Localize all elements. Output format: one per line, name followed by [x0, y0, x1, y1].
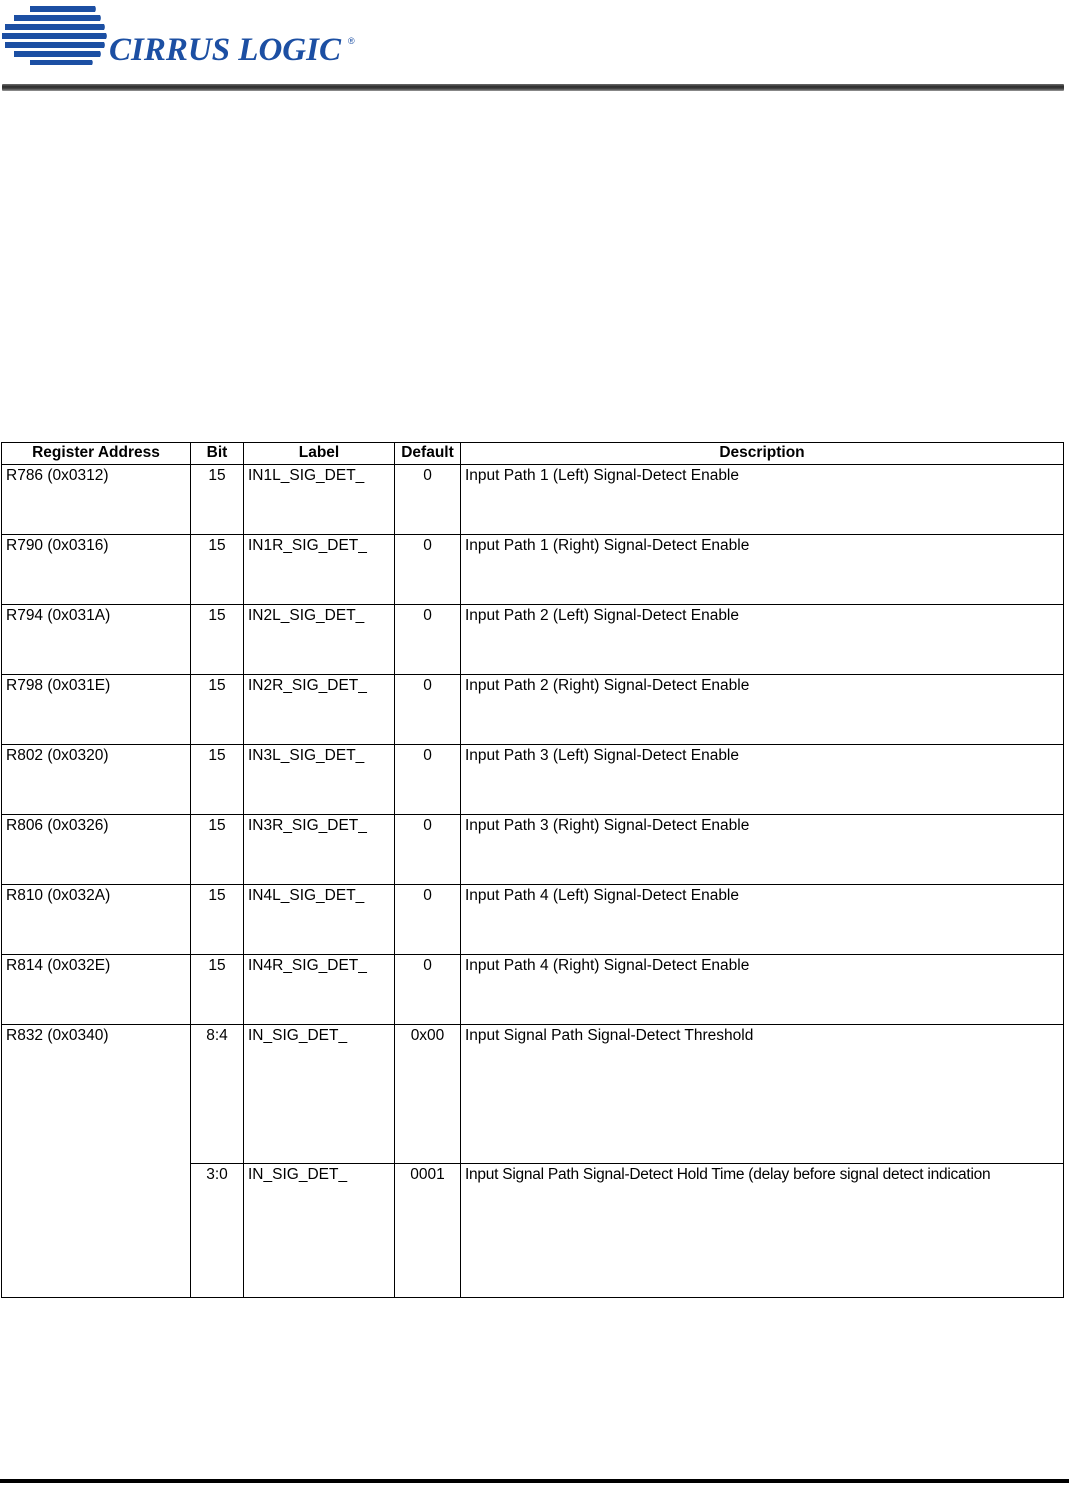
register-address-cell: R798 (0x031E) [2, 675, 191, 745]
bit-cell: 15 [191, 745, 244, 815]
default-cell: 0 [395, 675, 461, 745]
bit-cell: 15 [191, 675, 244, 745]
register-address-cell: R814 (0x032E) [2, 955, 191, 1025]
register-address-cell: R794 (0x031A) [2, 605, 191, 675]
bit-cell: 15 [191, 885, 244, 955]
default-cell: 0 [395, 955, 461, 1025]
label-cell: IN1R_SIG_DET_ [244, 535, 395, 605]
table-row [2, 535, 1064, 605]
bit-cell: 15 [191, 955, 244, 1025]
default-cell: 0 [395, 745, 461, 815]
default-cell: 0001 [395, 1164, 461, 1298]
default-cell: 0 [395, 605, 461, 675]
label-cell: IN2R_SIG_DET_ [244, 675, 395, 745]
label-cell: IN1L_SIG_DET_ [244, 465, 395, 535]
register-address-cell: R806 (0x0326) [2, 815, 191, 885]
register-address-cell: R810 (0x032A) [2, 885, 191, 955]
table-row [2, 675, 1064, 745]
label-cell: IN4L_SIG_DET_ [244, 885, 395, 955]
default-cell: 0 [395, 535, 461, 605]
register-address-cell: R802 (0x0320) [2, 745, 191, 815]
description-cell: Input Path 3 (Left) Signal-Detect Enable [461, 745, 1064, 815]
table-row [2, 885, 1064, 955]
register-table [1, 442, 1064, 1298]
column-header-default: Default [395, 443, 461, 465]
bit-cell: 15 [191, 465, 244, 535]
label-cell: IN3R_SIG_DET_ [244, 815, 395, 885]
label-cell: IN_SIG_DET_ [244, 1025, 395, 1164]
svg-text:CIRRUS LOGIC: CIRRUS LOGIC [109, 32, 341, 68]
table-row [2, 815, 1064, 885]
table-row [2, 745, 1064, 815]
bit-cell: 15 [191, 815, 244, 885]
bit-cell: 15 [191, 535, 244, 605]
cirrus-logic-logo [0, 0, 360, 70]
bit-cell: 15 [191, 605, 244, 675]
label-cell: IN_SIG_DET_ [244, 1164, 395, 1298]
table-row [2, 955, 1064, 1025]
table-row [2, 1025, 1064, 1164]
table-row [2, 465, 1064, 535]
description-cell: Input Signal Path Signal-Detect Hold Time (delay before signal detect indication [461, 1164, 1064, 1298]
column-header-description: Description [461, 443, 1064, 465]
description-cell: Input Path 1 (Right) Signal-Detect Enable [461, 535, 1064, 605]
description-cell: Input Path 2 (Left) Signal-Detect Enable [461, 605, 1064, 675]
label-cell: IN4R_SIG_DET_ [244, 955, 395, 1025]
description-cell: Input Path 1 (Left) Signal-Detect Enable [461, 465, 1064, 535]
column-header-bit: Bit [191, 443, 244, 465]
description-cell: Input Path 3 (Right) Signal-Detect Enable [461, 815, 1064, 885]
label-cell: IN3L_SIG_DET_ [244, 745, 395, 815]
bit-cell: 8:4 [191, 1025, 244, 1164]
default-cell: 0x00 [395, 1025, 461, 1164]
column-header-label: Label [244, 443, 395, 465]
description-cell: Input Signal Path Signal-Detect Threshold [461, 1025, 1064, 1164]
register-address-cell: R786 (0x0312) [2, 465, 191, 535]
table-header-row [2, 443, 1064, 465]
register-address-cell: R790 (0x0316) [2, 535, 191, 605]
svg-text:®: ® [348, 36, 355, 46]
default-cell: 0 [395, 815, 461, 885]
table-row [2, 605, 1064, 675]
header-divider [2, 84, 1064, 91]
description-cell: Input Path 2 (Right) Signal-Detect Enable [461, 675, 1064, 745]
bit-cell: 3:0 [191, 1164, 244, 1298]
footer-divider [0, 1479, 1069, 1483]
description-cell: Input Path 4 (Right) Signal-Detect Enable [461, 955, 1064, 1025]
default-cell: 0 [395, 465, 461, 535]
label-cell: IN2L_SIG_DET_ [244, 605, 395, 675]
default-cell: 0 [395, 885, 461, 955]
column-header-register-address: Register Address [2, 443, 191, 465]
register-address-cell: R832 (0x0340) [2, 1025, 191, 1298]
description-cell: Input Path 4 (Left) Signal-Detect Enable [461, 885, 1064, 955]
